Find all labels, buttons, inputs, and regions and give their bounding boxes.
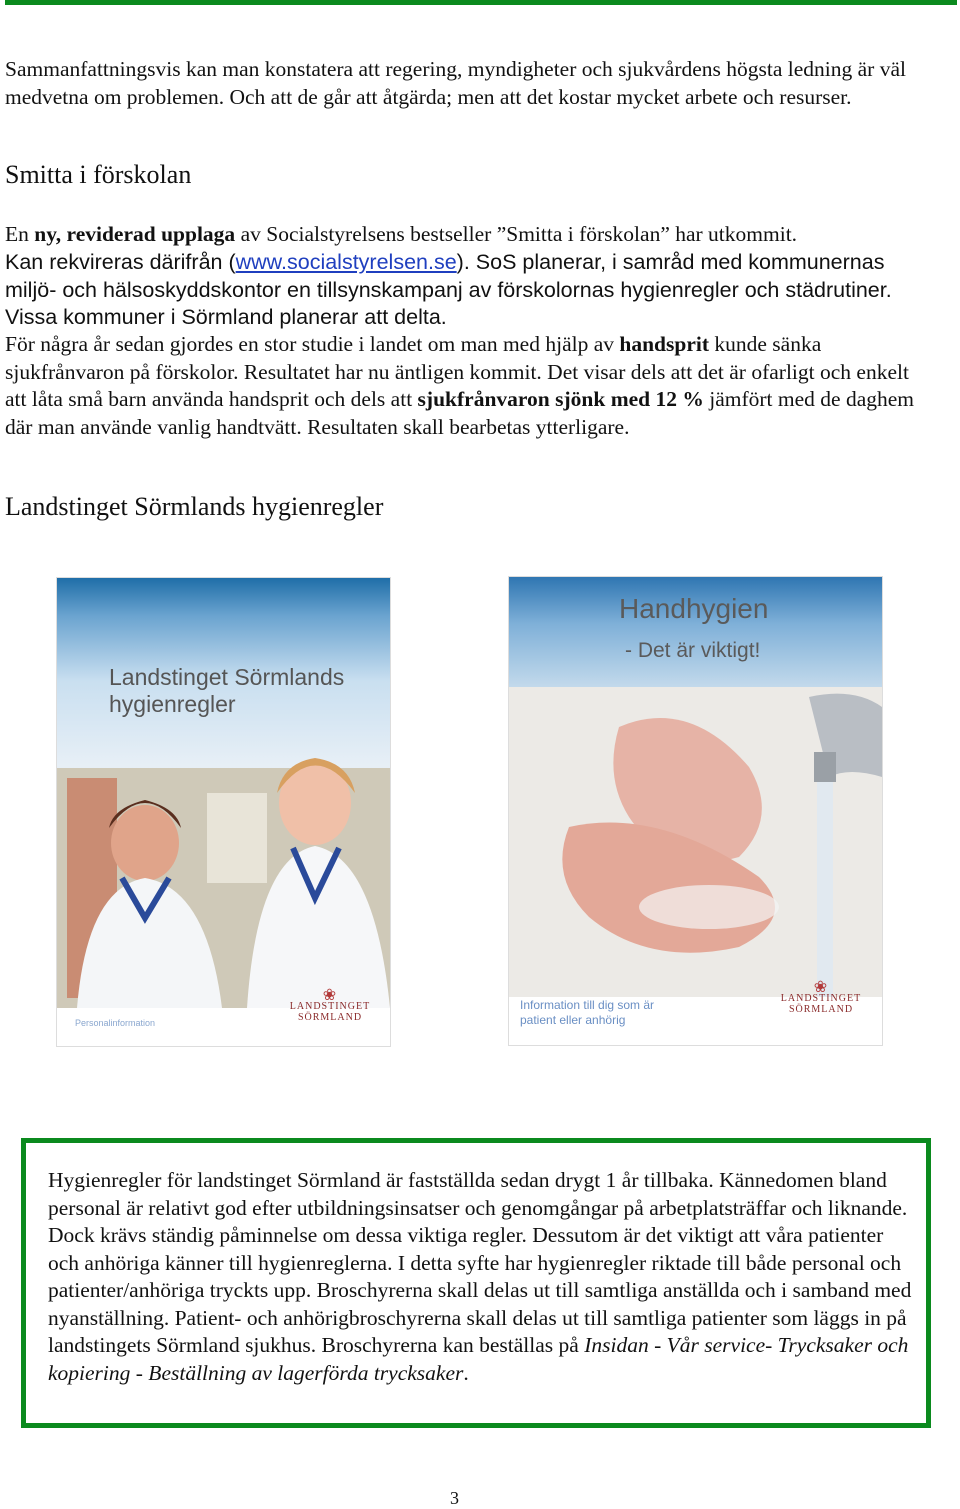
paragraph-handsprit-study: För några år sedan gjordes en stor studie i landet om man med hjälp av handsprit kunde sänka sjukfrånvaron på förskolor. Resultatet har nu äntligen kommit. Det visar dels att det är ofarligt och enkelt att låta små barn använda handsprit och dels att sjukfrånvaron sjönk med 12 % jämfört med de daghem där man använde vanlig handtvätt. Resultaten skall bearbetas ytterligare. <box>5 332 915 439</box>
brochure-left-title: Landstinget Sörmlands hygienregler <box>109 664 345 717</box>
nurses-photo <box>57 578 390 1046</box>
paragraph-rekvireras: Kan rekvireras därifrån (www.socialstyrelsen.se). SoS planerar, i samråd med kommunernas miljö- och hälsoskyddskontor en tillsynskampanj av förskolornas hygienregler och städrutiner. Vissa kommuner i Sörmland planerar att delta. <box>5 250 892 329</box>
brochure-cover-hygienregler <box>57 578 390 1046</box>
landstinget-logo-right: ❀ LANDSTINGET SÖRMLAND <box>780 979 862 1015</box>
hygienregler-info-box <box>21 1138 931 1428</box>
landstinget-logo-left: ❀ LANDSTINGET SÖRMLAND <box>289 987 371 1023</box>
brochure-left-footer: Personalinformation <box>75 1018 156 1028</box>
brochure-right-subtitle: - Det är viktigt! <box>625 639 761 662</box>
handwashing-photo <box>509 577 882 1045</box>
heading-smitta-i-forskolan: Smitta i förskolan <box>5 160 192 189</box>
intro-paragraph: Sammanfattningsvis kan man konstatera att regering, myndigheter och sjukvårdens högsta ledning är väl medvetna om problemen. Och att de går att åtgärda; men att det kostar mycket arbete och resurser. <box>5 57 906 109</box>
brochure-right-footer: Information till dig som är patient eller anhörig <box>520 998 655 1027</box>
info-box-text: Hygienregler för landstinget Sörmland är fastställda sedan drygt 1 år tillbaka. Kännedomen bland personal är relativt god efter utbildningsinsatser och genomgångar på arbetplatsträffar och liknande. Dock krävs ständig påminnelse om dessa viktiga regler. Dessutom är det viktigt att våra patienter och anhöriga känner till hygienreglerna. I detta syfte har hygienregler riktade till både personal och patienter/anhöriga tryckts upp. Broschyrerna skall delas ut till samtliga anställda och i samband med nyanställning. Patient- och anhörigbroschyrerna skall delas ut till samtliga patienter som läggs in på landstingets Sörmland sjukhus. Broschyrerna kan beställas på Insidan - Vår service- Trycksaker och kopiering - Beställning av lagerförda trycksaker. <box>48 1168 912 1385</box>
socialstyrelsen-link[interactable]: www.socialstyrelsen.se <box>235 250 457 274</box>
brochure-right-title: Handhygien <box>619 593 769 624</box>
paragraph-upplaga: En ny, reviderad upplaga av Socialstyrelsens bestseller ”Smitta i förskolan” har utkommit. <box>5 222 798 246</box>
brochure-cover-handhygien <box>509 577 882 1045</box>
top-rule <box>5 0 957 5</box>
page-number: 3 <box>450 1488 459 1508</box>
heading-landstinget-hygienregler: Landstinget Sörmlands hygienregler <box>5 492 384 521</box>
